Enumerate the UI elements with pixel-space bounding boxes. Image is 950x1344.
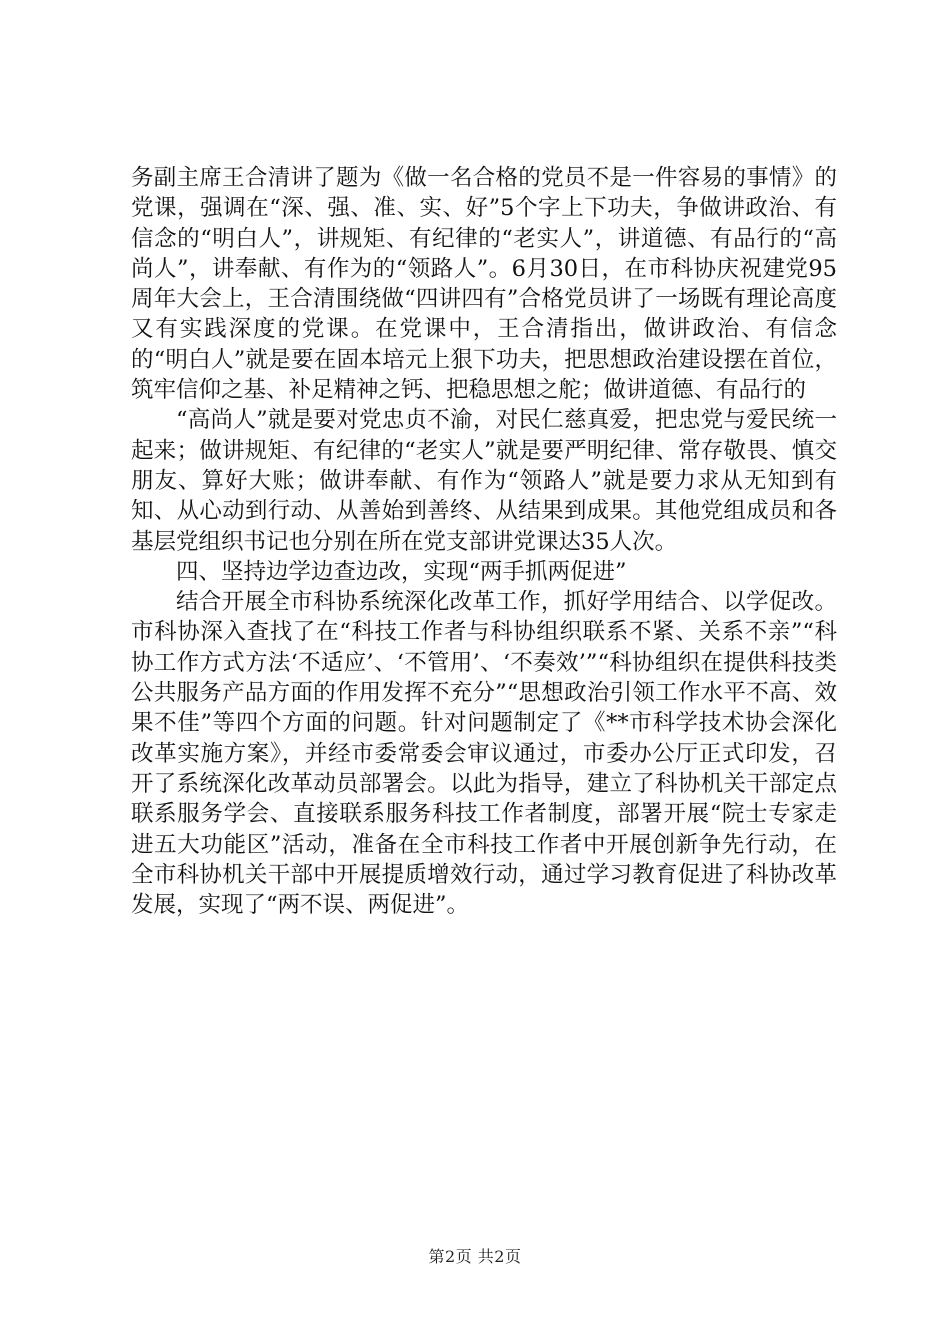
paragraph-3: 结合开展全市科协系统深化改革工作，抓好学用结合、以学促改。市科协深入查找了在“科技工作者与科协组织联系不紧、关系不亲”“科协工作方式方法‘不适应’、‘不管用’、‘不奏效’”“科协组织在提供科技类公共服务产品方面的作用发挥不充分”“思想政治引领工作水平不高、效果不佳”等四个方面的问题。针对问题制定了《**市科学技术协会深化改革实施方案》，并经市委常委会审议通过，市委办公厅正式印发，召开了系统深化改革动员部署会。以此为指导，建立了科协机关干部定点联系服务学会、直接联系服务科技工作者制度，部署开展“院士专家走进五大功能区”活动，准备在全市科技工作者中开展创新争先行动，在全市科协机关干部中开展提质增效行动，通过学习教育促进了科协改革发展，实现了“两不误、两促进”。 [131, 589, 837, 919]
page-footer: 第2页 共2页 [428, 1247, 522, 1266]
document-body [131, 163, 837, 920]
paragraph-2: “高尚人”就是要对党忠贞不渝，对民仁慈真爱，把忠党与爱民统一起来；做讲规矩、有纪律的“老实人”就是要严明纪律、常存敬畏、慎交朋友、算好大账；做讲奉献、有作为“领路人”就是要力求从无知到有知、从心动到行动、从善始到善终、从结果到成果。其他党组成员和各基层党组织书记也分别在所在党支部讲党课达35人次。 [131, 407, 837, 555]
section-heading-4: 四、坚持边学边查边改，实现“两手抓两促进” [176, 558, 627, 585]
paragraph-1: 务副主席王合清讲了题为《做一名合格的党员不是一件容易的事情》的党课，强调在“深、强、准、实、好”5个字上下功夫，争做讲政治、有信念的“明白人”，讲规矩、有纪律的“老实人”，讲道德、有品行的“高尚人”，讲奉献、有作为的“领路人”。6月30日，在市科协庆祝建党95周年大会上，王合清围绕做“四讲四有”合格党员讲了一场既有理论高度又有实践深度的党课。在党课中，王合清指出，做讲政治、有信念的“明白人”就是要在固本培元上狠下功夫，把思想政治建设摆在首位，筑牢信仰之基、补足精神之钙、把稳思想之舵；做讲道德、有品行的 [131, 165, 837, 404]
